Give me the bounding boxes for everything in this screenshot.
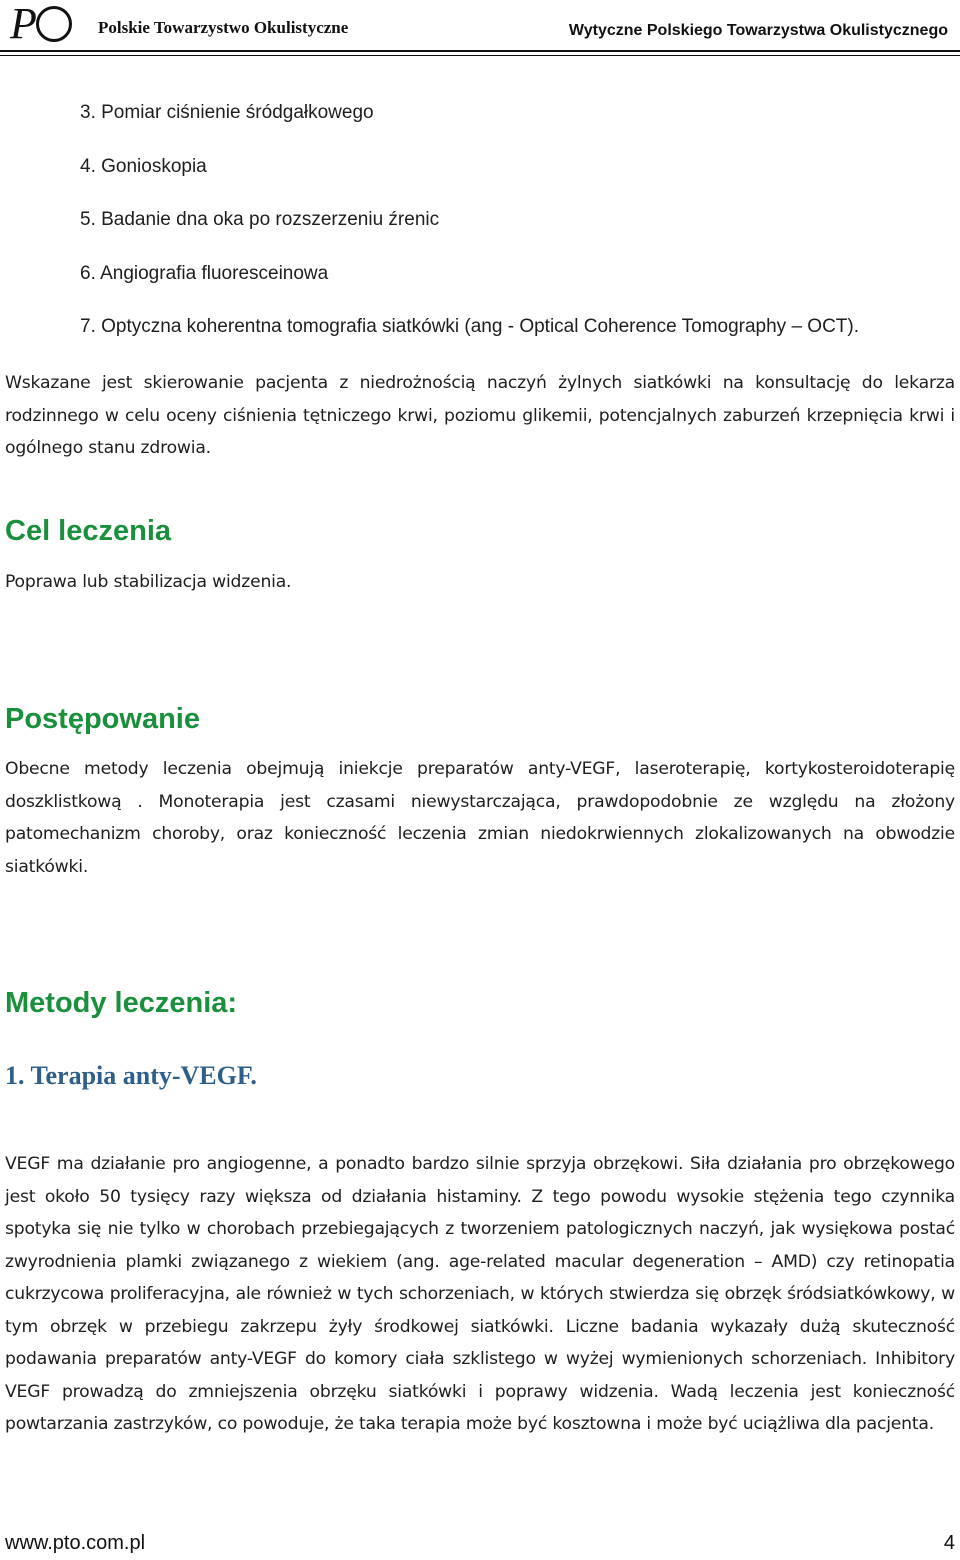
list-item: 3. Pomiar ciśnienie śródgałkowego [80,102,374,123]
page-header [0,0,960,72]
indication-paragraph: Wskazane jest skierowanie pacjenta z niedrożnością naczyń żylnych siatkówki na konsultację do lekarza rodzinnego w celu oceny ciśnienia tętniczego krwi, poziomu glikemii, potencjalnych zaburzeń krzepnięcia krwi i ogólnego stanu zdrowia. [5,373,955,458]
pto-logo-text: P [10,0,72,48]
examination-list [80,100,859,368]
page-number: 4 [943,1532,955,1554]
procedure-text: Obecne metody leczenia obejmują iniekcje preparatów anty-VEGF, laseroterapię, kortykosteroidoterapię doszklistkową . Monoterapia jest czasami niewystarczająca, prawdopodobnie ze względu na złożony patomechanizm choroby, oraz konieczność leczenia zmian niedokrwiennych zlokalizowanych na obwodzie siatkówki. [5,759,955,877]
list-item: 4. Gonioskopia [80,155,207,177]
list-item: 7. Optyczna koherentna tomografia siatkówki (ang - Optical Coherence Tomography – OCT). [80,316,860,337]
header-divider [0,50,960,52]
methods-heading: Metody leczenia: [5,987,238,1019]
pto-logo [10,2,72,46]
therapy-heading: 1. Terapia anty-VEGF. [5,1061,257,1090]
header-divider-thin [0,55,960,56]
procedure-heading: Postępowanie [5,703,200,735]
document-title: Wytyczne Polskiego Towarzystwa Okulistycznego [568,22,948,39]
goal-text: Poprawa lub stabilizacja widzenia. [5,572,292,592]
organization-name: Polskie Towarzystwo Okulistyczne [98,18,349,37]
list-item: 5. Badanie dna oka po rozszerzeniu źrenic [80,209,440,230]
therapy-text: VEGF ma działanie pro angiogenne, a ponadto bardzo silnie sprzyja obrzękowi. Siła działania pro obrzękowego jest około 50 tysięcy razy większa od działania histaminy. Z tego powodu wysokie stężenia tego czynnika spotyka się nie tylko w chorobach przebiegających z tworzeniem patologicznych naczyń, jak wysiękowa postać zwyrodnienia plamki związanego z wiekiem (ang. age-related macular degeneration – AMD) czy retinopatia cukrzycowa proliferacyjna, ale również w tych schorzeniach, w których stwierdza się obrzęk śródsiatkówkowy, w tym obrzęk w przebiegu zakrzepu żyły środkowej siatkówki. Liczne badania wykazały dużą skuteczność podawania preparatów anty-VEGF do komory ciała szklistego w wyżej wymienionych schorzeniach. Inhibitory VEGF prowadzą do zmniejszenia obrzęku siatkówki i poprawy widzenia. Wadą leczenia jest konieczność powtarzania zastrzyków, co powoduje, że taka terapia może być kosztowna i może być uciążliwa dla pacjenta. [5,1154,955,1434]
goal-heading: Cel leczenia [5,515,172,547]
list-item: 6. Angiografia fluoresceinowa [80,262,329,284]
footer-url: www.pto.com.pl [5,1532,146,1554]
